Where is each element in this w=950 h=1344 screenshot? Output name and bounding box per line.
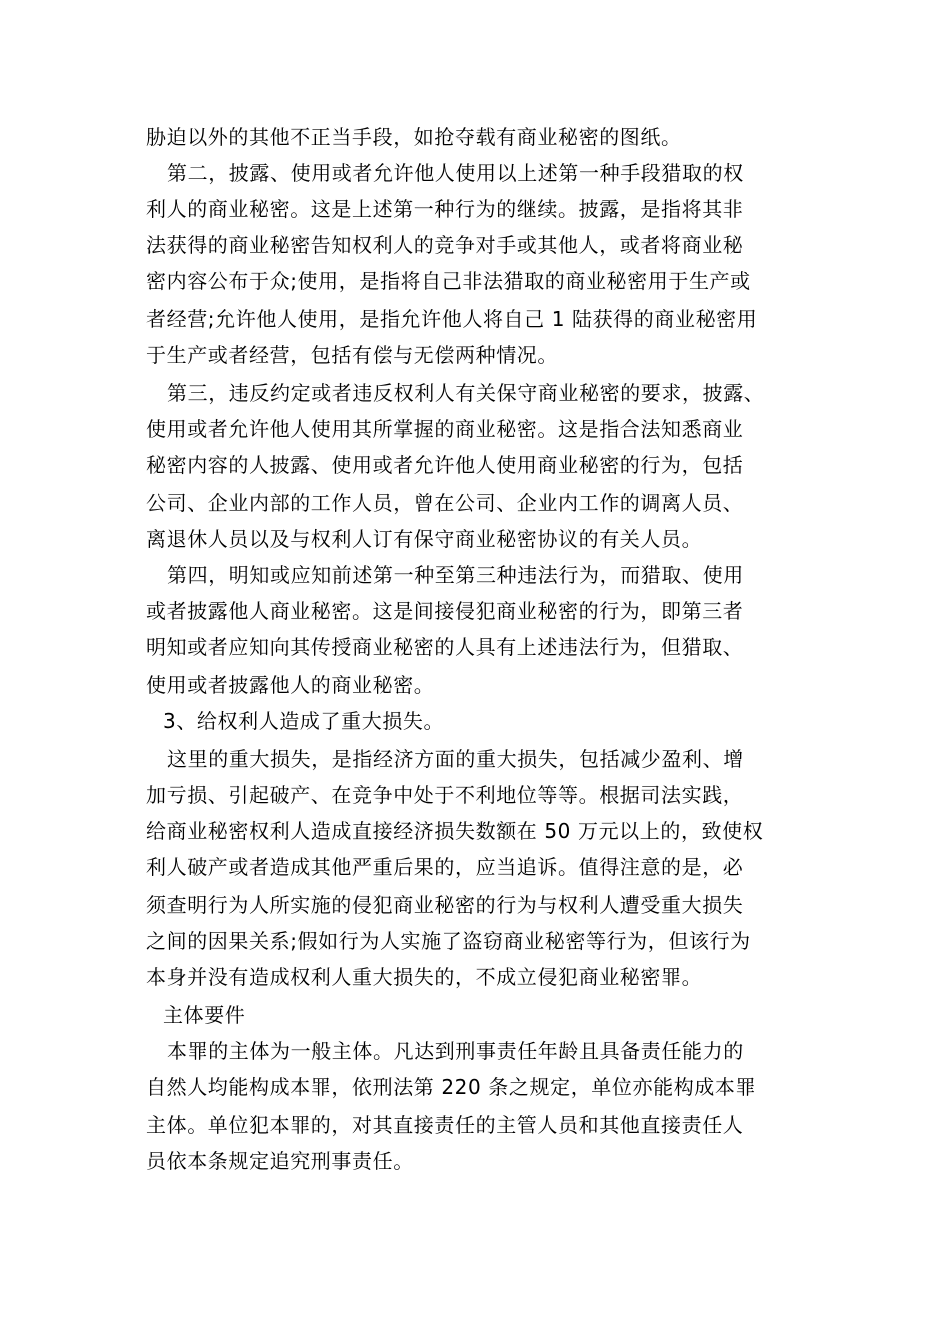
section-heading: 主体要件 bbox=[163, 1003, 246, 1027]
text-line: 秘密内容的人披露、使用或者允许他人使用商业秘密的行为，包括 bbox=[146, 453, 744, 477]
text-line: 利人破产或者造成其他严重后果的，应当追诉。值得注意的是，必 bbox=[146, 855, 744, 879]
text-line: 主体。单位犯本罪的，对其直接责任的主管人员和其他直接责任人 bbox=[146, 1113, 744, 1137]
text-line: 这里的重大损失，是指经济方面的重大损失，包括减少盈利、增 bbox=[167, 747, 744, 771]
text-line: 第四，明知或应知前述第一种至第三种违法行为，而猎取、使用 bbox=[167, 563, 744, 587]
text-line: 使用或者允许他人使用其所掌握的商业秘密。这是指合法知悉商业 bbox=[146, 417, 744, 441]
text-line: 本身并没有造成权利人重大损失的，不成立侵犯商业秘密罪。 bbox=[146, 965, 703, 989]
text-line: 于生产或者经营，包括有偿与无偿两种情况。 bbox=[146, 343, 558, 367]
text-line: 员依本条规定追究刑事责任。 bbox=[146, 1149, 414, 1173]
text-line: 本罪的主体为一般主体。凡达到刑事责任年龄且具备责任能力的 bbox=[167, 1039, 744, 1063]
text-line: 第三，违反约定或者违反权利人有关保守商业秘密的要求，披露、 bbox=[167, 381, 765, 405]
text-line: 明知或者应知向其传授商业秘密的人具有上述违法行为，但猎取、 bbox=[146, 635, 744, 659]
text-line: 或者披露他人商业秘密。这是间接侵犯商业秘密的行为，即第三者 bbox=[146, 599, 744, 623]
text-line: 密内容公布于众;使用，是指将自己非法猎取的商业秘密用于生产或 bbox=[146, 269, 751, 293]
section-heading: 3、给权利人造成了重大损失。 bbox=[163, 709, 445, 733]
text-line: 自然人均能构成本罪，依刑法第 220 条之规定，单位亦能构成本罪 bbox=[146, 1075, 757, 1099]
text-line: 胁迫以外的其他不正当手段，如抢夺载有商业秘密的图纸。 bbox=[146, 125, 682, 149]
text-line: 公司、企业内部的工作人员，曾在公司、企业内工作的调离人员、 bbox=[146, 491, 744, 515]
text-line: 之间的因果关系;假如行为人实施了盗窃商业秘密等行为，但该行为 bbox=[146, 929, 751, 953]
text-line: 加亏损、引起破产、在竞争中处于不利地位等等。根据司法实践， bbox=[146, 783, 744, 807]
text-line: 使用或者披露他人的商业秘密。 bbox=[146, 673, 435, 697]
text-line: 第二，披露、使用或者允许他人使用以上述第一种手段猎取的权 bbox=[167, 161, 744, 185]
text-line: 法获得的商业秘密告知权利人的竞争对手或其他人，或者将商业秘 bbox=[146, 233, 744, 257]
text-line: 离退休人员以及与权利人订有保守商业秘密协议的有关人员。 bbox=[146, 527, 703, 551]
text-line: 利人的商业秘密。这是上述第一种行为的继续。披露，是指将其非 bbox=[146, 197, 744, 221]
text-line: 须查明行为人所实施的侵犯商业秘密的行为与权利人遭受重大损失 bbox=[146, 893, 744, 917]
text-line: 给商业秘密权利人造成直接经济损失数额在 50 万元以上的，致使权 bbox=[146, 819, 764, 843]
text-line: 者经营;允许他人使用，是指允许他人将自己 1 陆获得的商业秘密用 bbox=[146, 307, 758, 331]
